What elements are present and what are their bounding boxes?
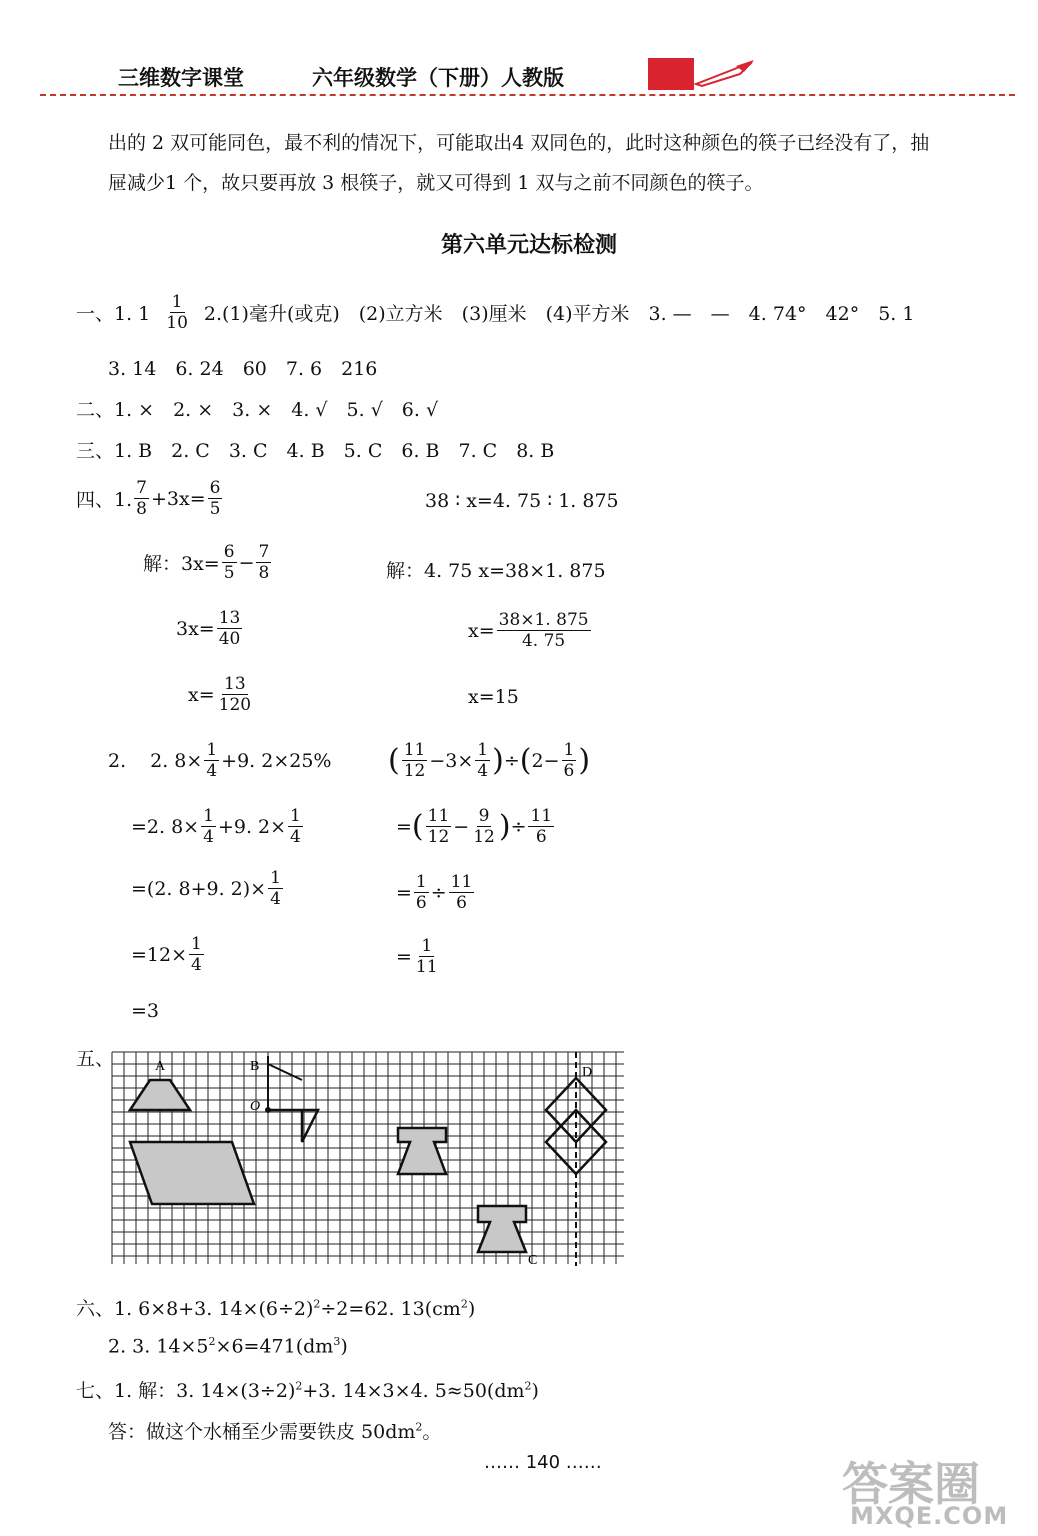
s4-eq1-frac-b: $\frac{6}{5}$: [209, 478, 221, 519]
s4-p2-r3: = $\frac{1}{6}$ ÷ $\frac{11}{6}$: [396, 872, 473, 913]
s4-eq1-mid: +3x=: [150, 487, 206, 510]
s4-p2-l4: =12× $\frac{1}{4}$: [131, 934, 202, 975]
shape-b-original: [268, 1064, 302, 1080]
s4-eq2-line2: 解：4. 75 x=38×1. 875: [386, 560, 606, 582]
intro-line-1: 出的 2 双可能同色，最不利的情况下，可能取出4 双同色的，此时这种颜色的筷子已经没有了，抽: [108, 132, 930, 154]
s4-eq1-line3: 3x= $\frac{13}{40}$: [176, 608, 241, 649]
shape-lamp-lower: [478, 1206, 526, 1252]
header-red-block: [648, 58, 694, 90]
s4-p2-r1: ( $\frac{11}{12}$ −3× $\frac{1}{4}$ ) ÷ ( 2− $\frac{1}{6}$ ): [388, 740, 591, 781]
s4-p2-r2: = ( $\frac{11}{12}$ − $\frac{9}{12}$ ) ÷ $\frac{11}{6}$: [396, 806, 553, 847]
s4-prefix: 四、1.: [76, 489, 133, 511]
intro-line-2: 屉减少1 个，故只要再放 3 根筷子，就又可得到 1 双与之前不同颜色的筷子。: [108, 172, 764, 194]
rocket-icon: [692, 58, 758, 88]
header-book-series: 三维数字课堂: [118, 66, 244, 90]
s4-p2-l2: =2. 8× $\frac{1}{4}$ +9. 2× $\frac{1}{4}$: [131, 806, 301, 847]
s4-p2-l3: =(2. 8+9. 2)× $\frac{1}{4}$: [131, 868, 281, 909]
section-2-answers: 二、1. × 2. × 3. × 4. √ 5. √ 6. √: [76, 399, 439, 421]
shape-lamp-upper: [398, 1128, 446, 1174]
s7-line1: 七、1. 解：3. $14\times(3\div 2)^2+3$. 14×3×4. $5\approx 50(dm^2)$: [76, 1379, 539, 1402]
s4-eq1-frac-a: $\frac{7}{8}$: [136, 478, 147, 519]
s4-p2-l5: =3: [131, 1000, 160, 1022]
section-3-answers: 三、1. B 2. C 3. C 4. B 5. C 6. B 7. C 8. B: [76, 440, 555, 462]
s7-line2: 答：做这个水桶至少需要铁皮 $50dm^2$。: [108, 1420, 442, 1443]
page-number: …… 140 ……: [484, 1452, 602, 1473]
shape-a-small-parallelogram: [130, 1080, 190, 1110]
label-d: D: [582, 1065, 593, 1080]
s4-p2-l1: 2. 2. 8× $\frac{1}{4}$ +9. 2×25%: [108, 740, 332, 781]
s4-p2-r4: = $\frac{1}{11}$: [396, 936, 438, 977]
s4-eq2-line4: x=15: [468, 686, 519, 708]
s4-eq1-line4: x= $\frac{13}{120}$: [188, 674, 252, 715]
s4-eq1-line1: [76, 478, 224, 519]
s1-a: 一、1. 1: [76, 303, 151, 325]
shape-a-large-parallelogram: [130, 1142, 254, 1204]
header-divider: [40, 94, 1015, 96]
label-a: A: [155, 1059, 166, 1074]
section-title: 第六单元达标检测: [441, 233, 618, 258]
section-5-prefix: 五、: [76, 1048, 115, 1070]
s4-eq2-line3: x= $\frac{38\times 1. 875}{4. 75}$: [468, 610, 589, 651]
point-o: [265, 1107, 271, 1113]
s4-eq2-line1: 38 ∶ x=4. 75 ∶ 1. 875: [425, 490, 619, 512]
label-b: B: [250, 1059, 260, 1074]
s1-b: 2.(1)毫升(或克) (2)立方米 (3)厘米 (4)平方米 3. — — 4. 74° 42° 5. 1: [203, 303, 915, 325]
s4-eq1-line2: 解：3x= $\frac{6}{5}$ − $\frac{7}{8}$: [143, 542, 270, 583]
watermark-url: MXQE.COM: [850, 1502, 1009, 1530]
header-book-title: 六年级数学（下册）人教版: [312, 66, 564, 90]
s6-line2: 2. 3. $14\times 5^2\times 6=471(dm^3)$: [108, 1335, 348, 1358]
label-c: C: [528, 1253, 538, 1268]
label-o: O: [250, 1099, 261, 1114]
watermark-logo: 答案圈: [842, 1457, 980, 1511]
section-1-line-1: [76, 292, 914, 333]
s6-line1: 六、1. 6×8+3. $14\times(6\div 2)^2\div 2=62$. $13(cm^2)$: [76, 1297, 476, 1320]
grid-figure: [108, 1048, 628, 1268]
section-1-line-2: 3. 14 6. 24 60 7. 6 216: [108, 358, 378, 380]
shape-b-rotated: [268, 1110, 318, 1142]
s1-fraction: $\frac{1}{10}$: [166, 292, 188, 333]
